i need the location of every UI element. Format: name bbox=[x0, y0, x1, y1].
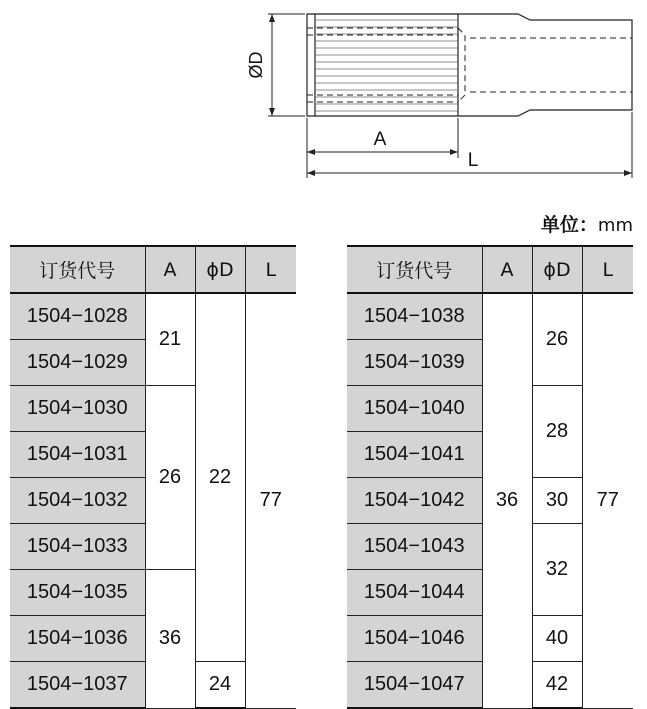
value-diameter: 24 bbox=[195, 662, 245, 709]
order-code: 1504−1043 bbox=[347, 524, 482, 570]
order-code: 1504−1046 bbox=[347, 616, 482, 662]
order-code: 1504−1031 bbox=[10, 432, 145, 478]
order-code: 1504−1039 bbox=[347, 340, 482, 386]
dimension-a-label: A bbox=[373, 129, 387, 150]
order-table-left bbox=[10, 245, 296, 709]
header-order-code: 订货代号 bbox=[10, 246, 145, 293]
dimension-l-label: L bbox=[467, 150, 479, 171]
order-code: 1504−1042 bbox=[347, 478, 482, 524]
order-code: 1504−1028 bbox=[10, 293, 145, 340]
value-l: 77 bbox=[582, 293, 633, 708]
unit-label: 单位 bbox=[540, 214, 579, 236]
value-a: 21 bbox=[145, 293, 195, 386]
header-l: L bbox=[245, 246, 296, 293]
value-a: 26 bbox=[145, 386, 195, 570]
header-a: A bbox=[482, 246, 532, 293]
unit-note bbox=[541, 210, 633, 237]
diameter-label: ØD bbox=[246, 51, 266, 79]
value-diameter: 40 bbox=[532, 616, 582, 662]
header-diameter: ϕD bbox=[195, 246, 245, 293]
order-code: 1504−1036 bbox=[10, 616, 145, 662]
hidden-lines bbox=[307, 28, 632, 102]
value-l: 77 bbox=[245, 293, 296, 708]
header-order-code: 订货代号 bbox=[347, 246, 482, 293]
header-l: L bbox=[582, 246, 633, 293]
table-row bbox=[10, 293, 296, 340]
order-code: 1504−1040 bbox=[347, 386, 482, 432]
order-code: 1504−1037 bbox=[10, 662, 145, 709]
order-code: 1504−1029 bbox=[10, 340, 145, 386]
knurl-lines bbox=[315, 20, 458, 111]
table-header-row bbox=[10, 246, 296, 293]
header-diameter: ϕD bbox=[532, 246, 582, 293]
order-code: 1504−1044 bbox=[347, 570, 482, 616]
socket-technical-drawing bbox=[0, 0, 647, 200]
unit-colon: ： bbox=[578, 214, 598, 236]
value-a: 36 bbox=[145, 570, 195, 709]
value-a: 36 bbox=[482, 293, 532, 708]
order-code: 1504−1032 bbox=[10, 478, 145, 524]
value-diameter: 42 bbox=[532, 662, 582, 709]
value-diameter: 26 bbox=[532, 293, 582, 386]
socket-body-outline bbox=[307, 14, 632, 116]
order-table-right bbox=[347, 245, 633, 709]
order-code: 1504−1041 bbox=[347, 432, 482, 478]
unit-value: mm bbox=[597, 215, 633, 236]
order-code: 1504−1038 bbox=[347, 293, 482, 340]
table-header-row bbox=[347, 246, 633, 293]
header-a: A bbox=[145, 246, 195, 293]
value-diameter: 28 bbox=[532, 386, 582, 478]
order-code: 1504−1047 bbox=[347, 662, 482, 709]
value-diameter: 32 bbox=[532, 524, 582, 616]
order-code: 1504−1033 bbox=[10, 524, 145, 570]
value-diameter: 30 bbox=[532, 478, 582, 524]
value-diameter: 22 bbox=[195, 293, 245, 662]
order-code: 1504−1035 bbox=[10, 570, 145, 616]
table-row bbox=[347, 293, 633, 340]
order-code: 1504−1030 bbox=[10, 386, 145, 432]
